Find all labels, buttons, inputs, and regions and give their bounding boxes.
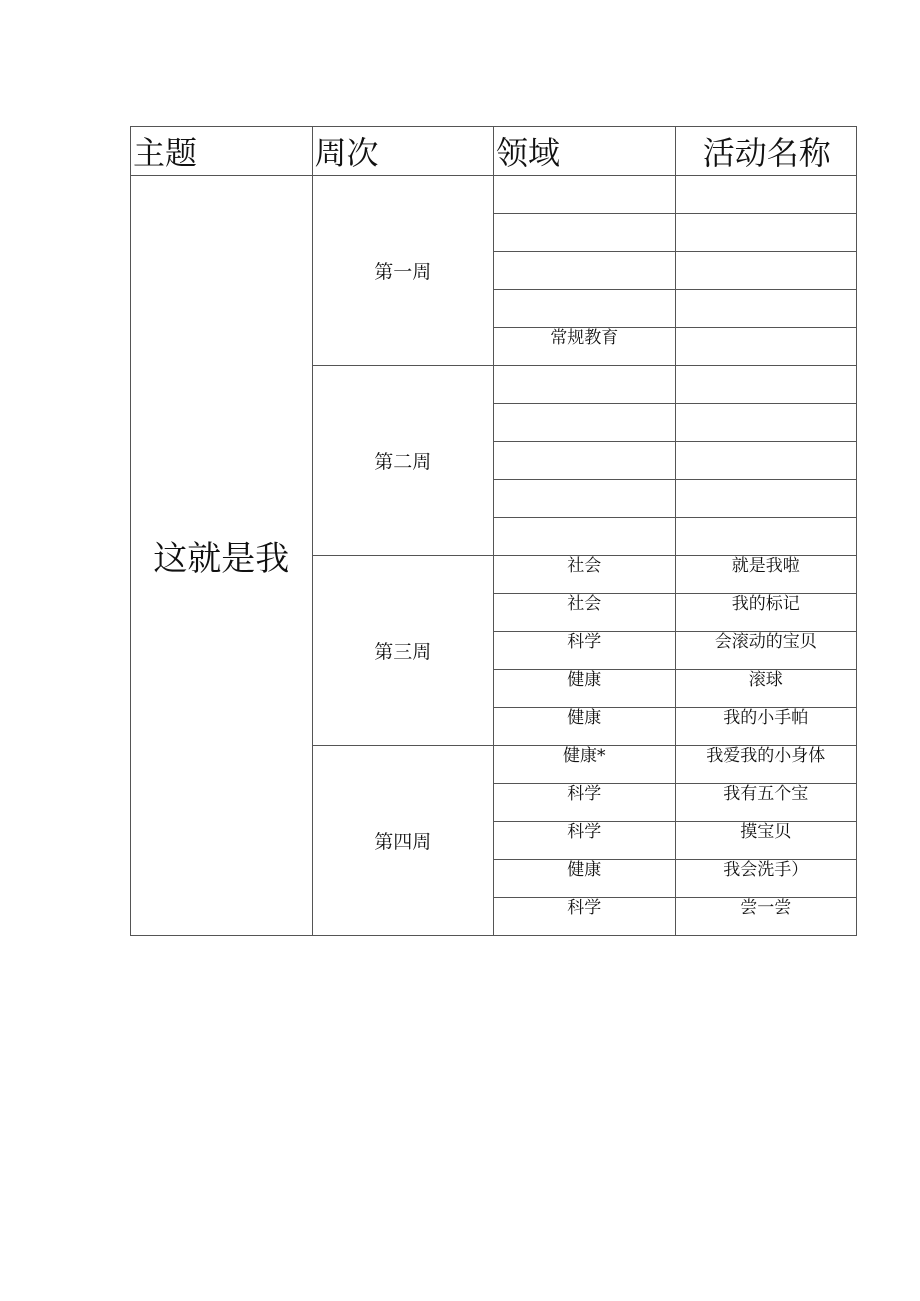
theme-cell: 这就是我 xyxy=(131,176,313,936)
week-cell: 第三周 xyxy=(312,556,494,746)
domain-cell xyxy=(494,252,676,290)
domain-cell: 社会 xyxy=(494,556,676,594)
activity-cell xyxy=(675,366,857,404)
table-row xyxy=(131,176,857,214)
activity-schedule-table xyxy=(130,126,857,936)
domain-cell xyxy=(494,290,676,328)
domain-cell xyxy=(494,366,676,404)
activity-cell: 我有五个宝 xyxy=(675,784,857,822)
week-cell: 第二周 xyxy=(312,366,494,556)
week-cell: 第四周 xyxy=(312,746,494,936)
domain-cell xyxy=(494,480,676,518)
domain-cell: 科学 xyxy=(494,898,676,936)
activity-cell: 会滚动的宝贝 xyxy=(675,632,857,670)
domain-cell: 健康 xyxy=(494,670,676,708)
activity-cell: 摸宝贝 xyxy=(675,822,857,860)
activity-cell: 我会洗手） xyxy=(675,860,857,898)
domain-cell xyxy=(494,214,676,252)
activity-cell xyxy=(675,518,857,556)
activity-cell xyxy=(675,214,857,252)
activity-cell: 我的小手帕 xyxy=(675,708,857,746)
header-theme: 主题 xyxy=(131,127,313,176)
header-domain: 领域 xyxy=(494,127,676,176)
activity-cell: 我的标记 xyxy=(675,594,857,632)
domain-cell: 社会 xyxy=(494,594,676,632)
table-header-row xyxy=(131,127,857,176)
week-cell: 第一周 xyxy=(312,176,494,366)
activity-cell xyxy=(675,404,857,442)
activity-cell xyxy=(675,176,857,214)
domain-cell xyxy=(494,404,676,442)
header-week: 周次 xyxy=(312,127,494,176)
table-body xyxy=(131,176,857,936)
domain-cell: 健康* xyxy=(494,746,676,784)
activity-cell: 就是我啦 xyxy=(675,556,857,594)
activity-cell: 滚球 xyxy=(675,670,857,708)
activity-cell: 我爱我的小身体 xyxy=(675,746,857,784)
domain-cell: 常规教育 xyxy=(494,328,676,366)
domain-cell xyxy=(494,442,676,480)
activity-cell xyxy=(675,480,857,518)
activity-cell: 尝一尝 xyxy=(675,898,857,936)
activity-cell xyxy=(675,252,857,290)
domain-cell xyxy=(494,518,676,556)
domain-cell: 科学 xyxy=(494,822,676,860)
activity-cell xyxy=(675,442,857,480)
domain-cell xyxy=(494,176,676,214)
domain-cell: 健康 xyxy=(494,860,676,898)
domain-cell: 健康 xyxy=(494,708,676,746)
activity-cell xyxy=(675,290,857,328)
header-activity: 活动名称 xyxy=(675,127,857,176)
activity-cell xyxy=(675,328,857,366)
domain-cell: 科学 xyxy=(494,632,676,670)
domain-cell: 科学 xyxy=(494,784,676,822)
